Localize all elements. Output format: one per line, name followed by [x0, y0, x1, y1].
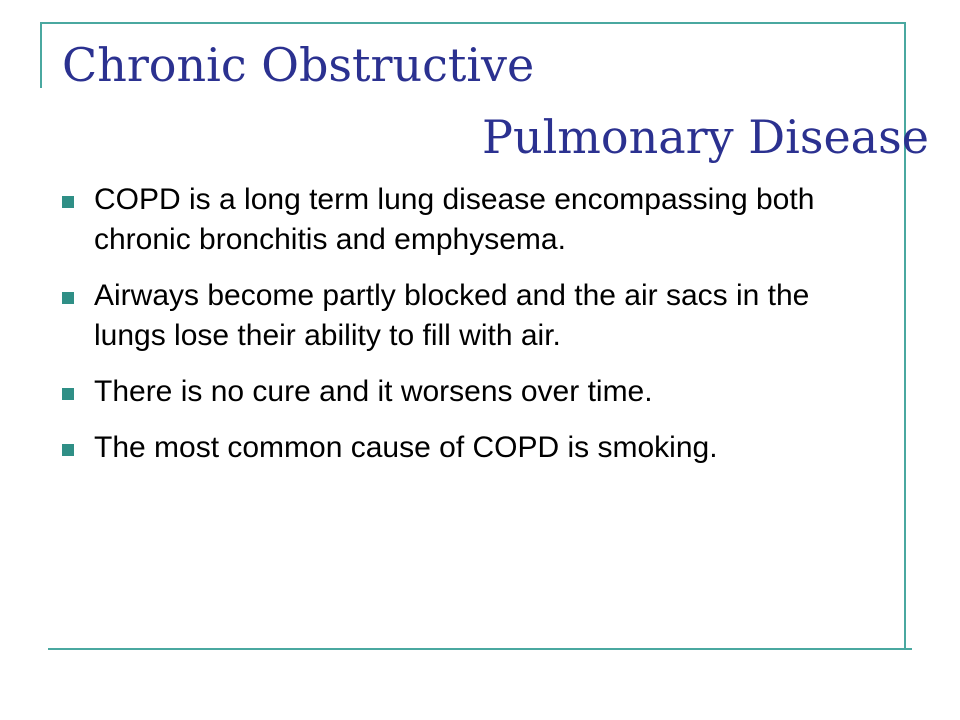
bullet-item: [62, 276, 882, 356]
frame-line-bottom: [48, 648, 912, 650]
square-bullet-icon: [62, 292, 74, 304]
bullet-list: [62, 180, 882, 484]
bullet-item: [62, 428, 882, 468]
frame-line-left: [40, 22, 42, 88]
bullet-item: [62, 180, 882, 260]
bullet-text: The most common cause of COPD is smoking.: [94, 431, 718, 464]
square-bullet-icon: [62, 444, 74, 456]
bullet-text: There is no cure and it worsens over time.: [94, 375, 653, 408]
bullet-text: Airways become partly blocked and the air sacs in the lungs lose their ability to fill with air.: [94, 279, 810, 352]
bullet-text: COPD is a long term lung disease encompassing both chronic bronchitis and emphysema.: [94, 183, 815, 256]
slide-title-line-1: Chronic Obstructive: [62, 38, 535, 92]
slide-title-line-2: Pulmonary Disease: [482, 110, 929, 164]
frame-line-top: [42, 22, 904, 24]
square-bullet-icon: [62, 388, 74, 400]
bullet-item: [62, 372, 882, 412]
square-bullet-icon: [62, 196, 74, 208]
